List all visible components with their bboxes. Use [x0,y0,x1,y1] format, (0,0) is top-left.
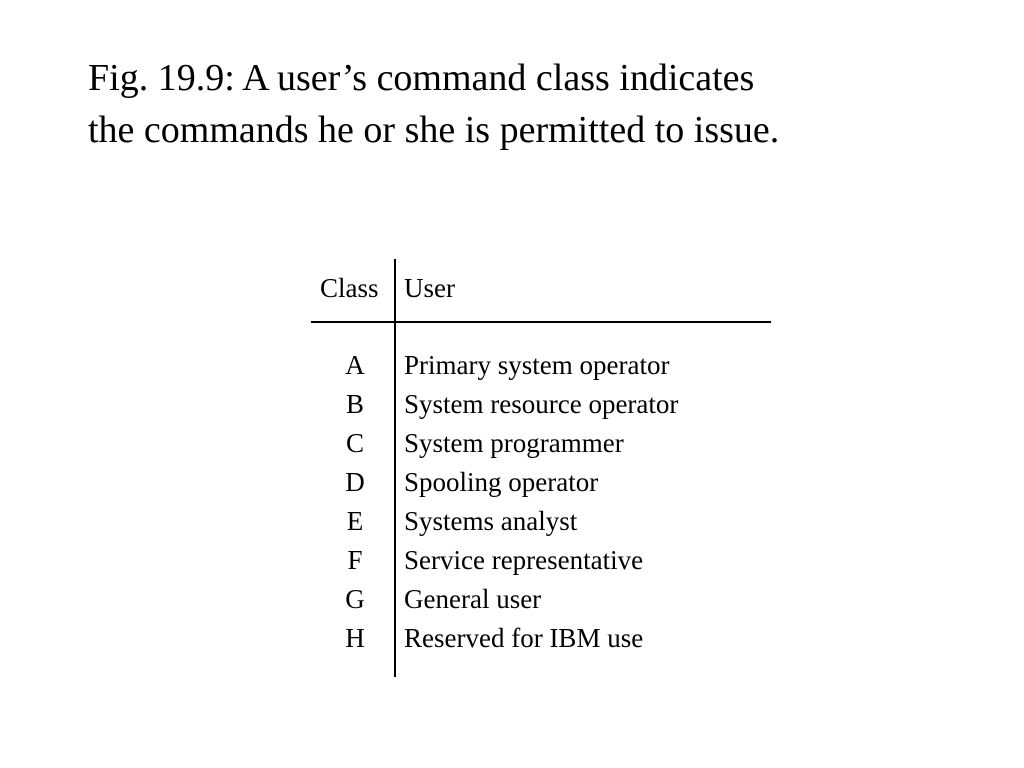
user-cell: General user [404,584,542,614]
class-cell: F [347,545,363,575]
user-cell: Primary system operator [404,350,670,380]
header-class: Class [320,273,379,303]
table-row [311,467,771,506]
class-cell: D [345,467,365,497]
table-row [311,584,771,623]
class-cell: A [345,350,365,380]
class-cell: H [345,623,365,653]
table-body [311,350,771,662]
class-cell: G [345,584,365,614]
caption-line-1: Fig. 19.9: A user’s command class indicates [88,57,755,99]
header-user: User [404,273,455,303]
figure-caption [88,52,988,156]
user-cell: Service representative [404,545,644,575]
table-row [311,623,771,662]
user-cell: System resource operator [404,389,679,419]
class-cell: E [346,506,364,536]
table-row [311,545,771,584]
caption-line-2: the commands he or she is permitted to issue. [88,109,780,151]
table-row [311,389,771,428]
command-class-table [311,259,771,677]
user-cell: Systems analyst [404,506,578,536]
class-cell: C [345,428,364,458]
class-cell: B [345,389,364,419]
table-row [311,428,771,467]
user-cell: System programmer [404,428,624,458]
table-row [311,350,771,389]
table-row [311,506,771,545]
header-divider [311,321,771,323]
user-cell: Reserved for IBM use [404,623,644,653]
user-cell: Spooling operator [404,467,599,497]
